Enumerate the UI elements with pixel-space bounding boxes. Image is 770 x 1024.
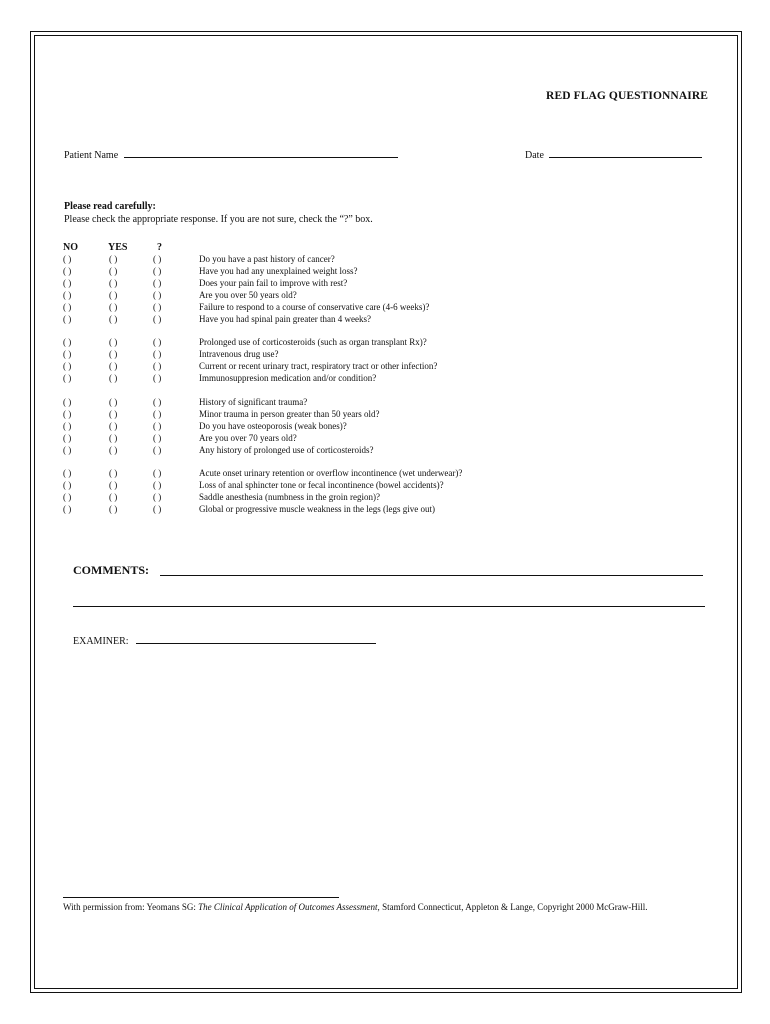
instructions-text: Please check the appropriate response. If you are not sure, check the “?” box. bbox=[64, 214, 373, 225]
question-row bbox=[0, 361, 770, 373]
checkbox-yes[interactable]: ( ) bbox=[109, 254, 118, 264]
question-text: Intravenous drug use? bbox=[199, 349, 279, 359]
question-row bbox=[0, 290, 770, 302]
checkbox-unsure[interactable]: ( ) bbox=[153, 373, 162, 383]
checkbox-no[interactable]: ( ) bbox=[63, 397, 72, 407]
question-row bbox=[0, 397, 770, 409]
checkbox-no[interactable]: ( ) bbox=[63, 278, 72, 288]
checkbox-unsure[interactable]: ( ) bbox=[153, 266, 162, 276]
question-row bbox=[0, 421, 770, 433]
question-row bbox=[0, 254, 770, 266]
checkbox-unsure[interactable]: ( ) bbox=[153, 397, 162, 407]
question-text: Saddle anesthesia (numbness in the groin region)? bbox=[199, 492, 380, 502]
question-text: Acute onset urinary retention or overflow incontinence (wet underwear)? bbox=[199, 468, 463, 478]
question-text: Do you have osteoporosis (weak bones)? bbox=[199, 421, 347, 431]
checkbox-yes[interactable]: ( ) bbox=[109, 492, 118, 502]
checkbox-yes[interactable]: ( ) bbox=[109, 421, 118, 431]
question-row bbox=[0, 278, 770, 290]
comments-label: COMMENTS: bbox=[73, 563, 149, 577]
checkbox-unsure[interactable]: ( ) bbox=[153, 349, 162, 359]
examiner-label: EXAMINER: bbox=[73, 636, 129, 647]
question-text: Are you over 50 years old? bbox=[199, 290, 297, 300]
checkbox-no[interactable]: ( ) bbox=[63, 373, 72, 383]
column-header-unsure: ? bbox=[157, 242, 162, 253]
question-row bbox=[0, 468, 770, 480]
comments-line-2[interactable] bbox=[73, 606, 705, 607]
examiner-blank[interactable] bbox=[136, 635, 376, 644]
checkbox-unsure[interactable]: ( ) bbox=[153, 492, 162, 502]
checkbox-no[interactable]: ( ) bbox=[63, 504, 72, 514]
checkbox-unsure[interactable]: ( ) bbox=[153, 314, 162, 324]
checkbox-unsure[interactable]: ( ) bbox=[153, 337, 162, 347]
checkbox-unsure[interactable]: ( ) bbox=[153, 302, 162, 312]
checkbox-yes[interactable]: ( ) bbox=[109, 433, 118, 443]
patient-name-blank[interactable] bbox=[124, 149, 398, 158]
checkbox-no[interactable]: ( ) bbox=[63, 314, 72, 324]
question-row bbox=[0, 349, 770, 361]
checkbox-no[interactable]: ( ) bbox=[63, 468, 72, 478]
checkbox-yes[interactable]: ( ) bbox=[109, 409, 118, 419]
question-row bbox=[0, 445, 770, 457]
checkbox-yes[interactable]: ( ) bbox=[109, 266, 118, 276]
checkbox-unsure[interactable]: ( ) bbox=[153, 254, 162, 264]
checkbox-unsure[interactable]: ( ) bbox=[153, 433, 162, 443]
footnote-rule bbox=[63, 897, 339, 898]
question-text: Does your pain fail to improve with rest? bbox=[199, 278, 348, 288]
footnote-prefix: With permission from: Yeomans SG: bbox=[63, 902, 199, 912]
checkbox-no[interactable]: ( ) bbox=[63, 266, 72, 276]
date-label: Date bbox=[525, 150, 544, 161]
question-text: Do you have a past history of cancer? bbox=[199, 254, 335, 264]
question-text: History of significant trauma? bbox=[199, 397, 308, 407]
question-row bbox=[0, 433, 770, 445]
question-row bbox=[0, 302, 770, 314]
question-text: Loss of anal sphincter tone or fecal incontinence (bowel accidents)? bbox=[199, 480, 444, 490]
checkbox-no[interactable]: ( ) bbox=[63, 433, 72, 443]
checkbox-yes[interactable]: ( ) bbox=[109, 361, 118, 371]
checkbox-yes[interactable]: ( ) bbox=[109, 397, 118, 407]
question-row bbox=[0, 266, 770, 278]
footnote-title: The Clinical Application of Outcomes Assessment, bbox=[198, 902, 380, 912]
column-header-yes: YES bbox=[108, 242, 128, 253]
checkbox-no[interactable]: ( ) bbox=[63, 409, 72, 419]
question-row bbox=[0, 492, 770, 504]
checkbox-yes[interactable]: ( ) bbox=[109, 337, 118, 347]
checkbox-yes[interactable]: ( ) bbox=[109, 480, 118, 490]
comments-line-1[interactable] bbox=[160, 575, 703, 576]
checkbox-unsure[interactable]: ( ) bbox=[153, 445, 162, 455]
question-text: Have you had any unexplained weight loss? bbox=[199, 266, 358, 276]
checkbox-yes[interactable]: ( ) bbox=[109, 314, 118, 324]
checkbox-yes[interactable]: ( ) bbox=[109, 504, 118, 514]
checkbox-yes[interactable]: ( ) bbox=[109, 468, 118, 478]
checkbox-no[interactable]: ( ) bbox=[63, 349, 72, 359]
patient-name-label: Patient Name bbox=[64, 150, 119, 161]
question-text: Global or progressive muscle weakness in the legs (legs give out) bbox=[199, 504, 435, 514]
checkbox-no[interactable]: ( ) bbox=[63, 290, 72, 300]
question-row bbox=[0, 314, 770, 326]
question-text: Minor trauma in person greater than 50 years old? bbox=[199, 409, 380, 419]
checkbox-unsure[interactable]: ( ) bbox=[153, 290, 162, 300]
question-row bbox=[0, 409, 770, 421]
date-field[interactable] bbox=[525, 149, 702, 161]
checkbox-no[interactable]: ( ) bbox=[63, 361, 72, 371]
checkbox-yes[interactable]: ( ) bbox=[109, 290, 118, 300]
checkbox-no[interactable]: ( ) bbox=[63, 421, 72, 431]
question-text: Failure to respond to a course of conservative care (4-6 weeks)? bbox=[199, 302, 430, 312]
question-row bbox=[0, 337, 770, 349]
question-row bbox=[0, 504, 770, 516]
column-header-no: NO bbox=[63, 242, 78, 253]
checkbox-yes[interactable]: ( ) bbox=[109, 373, 118, 383]
checkbox-unsure[interactable]: ( ) bbox=[153, 421, 162, 431]
question-row bbox=[0, 480, 770, 492]
patient-name-field[interactable] bbox=[64, 149, 398, 161]
examiner-field[interactable] bbox=[73, 635, 376, 647]
footnote-suffix: Stamford Connecticut, Appleton & Lange, Copyright 2000 McGraw-Hill. bbox=[379, 902, 648, 912]
checkbox-yes[interactable]: ( ) bbox=[109, 302, 118, 312]
question-row bbox=[0, 373, 770, 385]
question-text: Are you over 70 years old? bbox=[199, 433, 297, 443]
checkbox-unsure[interactable]: ( ) bbox=[153, 468, 162, 478]
checkbox-unsure[interactable]: ( ) bbox=[153, 278, 162, 288]
checkbox-unsure[interactable]: ( ) bbox=[153, 409, 162, 419]
checkbox-no[interactable]: ( ) bbox=[63, 480, 72, 490]
checkbox-no[interactable]: ( ) bbox=[63, 337, 72, 347]
question-text: Any history of prolonged use of corticosteroids? bbox=[199, 445, 374, 455]
question-text: Current or recent urinary tract, respiratory tract or other infection? bbox=[199, 361, 438, 371]
checkbox-no[interactable]: ( ) bbox=[63, 445, 72, 455]
question-text: Immunosuppresion medication and/or condition? bbox=[199, 373, 377, 383]
footnote bbox=[63, 901, 713, 913]
question-text: Prolonged use of corticosteroids (such as organ transplant Rx)? bbox=[199, 337, 427, 347]
checkbox-no[interactable]: ( ) bbox=[63, 492, 72, 502]
question-text: Have you had spinal pain greater than 4 weeks? bbox=[199, 314, 371, 324]
document-title: RED FLAG QUESTIONNAIRE bbox=[546, 90, 708, 102]
checkbox-unsure[interactable]: ( ) bbox=[153, 504, 162, 514]
date-blank[interactable] bbox=[549, 149, 702, 158]
checkbox-no[interactable]: ( ) bbox=[63, 302, 72, 312]
checkbox-yes[interactable]: ( ) bbox=[109, 445, 118, 455]
checkbox-unsure[interactable]: ( ) bbox=[153, 361, 162, 371]
checkbox-unsure[interactable]: ( ) bbox=[153, 480, 162, 490]
checkbox-yes[interactable]: ( ) bbox=[109, 278, 118, 288]
instructions-heading: Please read carefully: bbox=[64, 201, 156, 212]
checkbox-no[interactable]: ( ) bbox=[63, 254, 72, 264]
checkbox-yes[interactable]: ( ) bbox=[109, 349, 118, 359]
